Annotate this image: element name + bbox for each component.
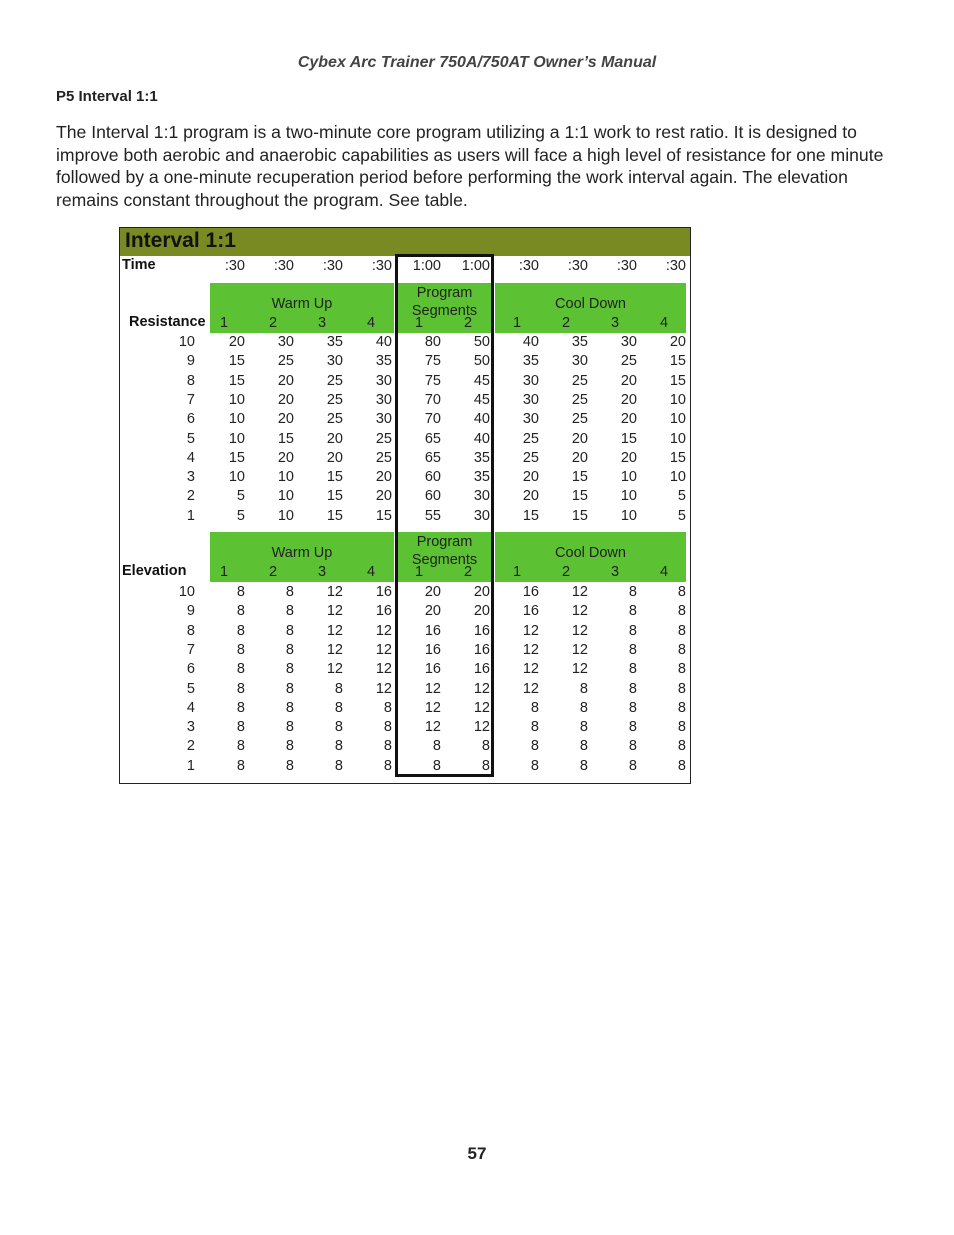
elevation-value: 12 xyxy=(571,641,588,658)
elevation-value: 8 xyxy=(530,757,539,774)
elevation-value: 8 xyxy=(628,584,637,600)
resistance-value: 30 xyxy=(571,353,588,370)
segment-number: 1 xyxy=(415,564,424,580)
segment-number: 3 xyxy=(318,315,327,331)
time-cell: :30 xyxy=(273,258,294,274)
resistance-value: 30 xyxy=(277,334,294,350)
time-cell: :30 xyxy=(567,258,588,274)
resistance-value: 15 xyxy=(228,372,245,389)
resistance-value: 25 xyxy=(522,449,539,466)
warmup-label: Warm Up xyxy=(271,296,333,312)
elevation-value: 8 xyxy=(236,719,245,736)
resistance-value: 30 xyxy=(522,391,539,408)
resistance-value: 30 xyxy=(522,411,539,428)
resistance-value: 5 xyxy=(236,488,245,505)
elevation-level: 8 xyxy=(186,622,195,639)
resistance-value: 15 xyxy=(326,469,343,486)
resistance-value: 20 xyxy=(522,469,539,486)
resistance-value: 20 xyxy=(620,449,637,466)
resistance-value: 25 xyxy=(326,372,343,389)
resistance-value: 70 xyxy=(424,411,441,428)
segment-number: 4 xyxy=(660,564,669,580)
elevation-value: 16 xyxy=(424,641,441,658)
elevation-value: 12 xyxy=(473,699,490,716)
resistance-value: 30 xyxy=(375,391,392,408)
elevation-value: 8 xyxy=(579,680,588,697)
time-cell: :30 xyxy=(616,258,637,274)
resistance-value: 40 xyxy=(522,334,539,350)
interval-table xyxy=(119,227,691,784)
elevation-level: 3 xyxy=(186,719,195,736)
elevation-value: 8 xyxy=(628,661,637,678)
resistance-value: 10 xyxy=(228,469,245,486)
elevation-value: 8 xyxy=(628,699,637,716)
elevation-value: 8 xyxy=(530,738,539,755)
elevation-value: 16 xyxy=(473,661,490,678)
segment-number: 4 xyxy=(367,564,376,580)
elevation-value: 8 xyxy=(236,641,245,658)
elevation-value: 16 xyxy=(522,603,539,620)
elevation-value: 16 xyxy=(424,661,441,678)
elevation-value: 8 xyxy=(236,622,245,639)
resistance-value: 25 xyxy=(326,411,343,428)
resistance-value: 10 xyxy=(277,469,294,486)
elevation-level: 6 xyxy=(186,661,195,678)
elevation-value: 12 xyxy=(375,641,392,658)
elevation-value: 20 xyxy=(473,603,490,620)
elevation-value: 12 xyxy=(571,584,588,600)
resistance-level: 1 xyxy=(186,507,195,524)
elevation-value: 12 xyxy=(326,603,343,620)
elevation-level: 10 xyxy=(178,584,195,600)
elevation-value: 8 xyxy=(628,738,637,755)
resistance-value: 25 xyxy=(326,391,343,408)
resistance-value: 5 xyxy=(677,488,686,505)
elevation-value: 12 xyxy=(571,622,588,639)
resistance-value: 5 xyxy=(677,507,686,524)
time-cell: :30 xyxy=(371,258,392,274)
resistance-value: 15 xyxy=(522,507,539,524)
elevation-value: 8 xyxy=(236,738,245,755)
resistance-value: 25 xyxy=(375,430,392,447)
resistance-value: 10 xyxy=(669,469,686,486)
segment-number: 3 xyxy=(611,315,620,331)
resistance-value: 15 xyxy=(669,353,686,370)
elevation-value: 12 xyxy=(473,719,490,736)
elevation-value: 12 xyxy=(473,680,490,697)
resistance-value: 20 xyxy=(375,488,392,505)
page-number: 57 xyxy=(467,1144,487,1163)
elevation-value: 8 xyxy=(285,719,294,736)
resistance-value: 45 xyxy=(473,391,490,408)
elevation-value: 12 xyxy=(326,584,343,600)
elevation-value: 8 xyxy=(677,603,686,620)
elevation-value: 8 xyxy=(579,757,588,774)
resistance-value: 35 xyxy=(326,334,343,350)
resistance-value: 20 xyxy=(620,372,637,389)
elevation-value: 8 xyxy=(481,738,490,755)
elevation-value: 8 xyxy=(383,719,392,736)
resistance-value: 35 xyxy=(473,469,490,486)
time-cell: 1:00 xyxy=(461,258,490,274)
elevation-value: 8 xyxy=(677,661,686,678)
elevation-value: 8 xyxy=(334,699,343,716)
resistance-value: 40 xyxy=(473,411,490,428)
resistance-value: 25 xyxy=(571,391,588,408)
resistance-value: 25 xyxy=(375,449,392,466)
elevation-value: 8 xyxy=(677,757,686,774)
resistance-value: 35 xyxy=(522,353,539,370)
resistance-value: 20 xyxy=(277,449,294,466)
resistance-value: 25 xyxy=(620,353,637,370)
resistance-level: 6 xyxy=(186,411,195,428)
elevation-value: 8 xyxy=(285,680,294,697)
elevation-value: 12 xyxy=(522,622,539,639)
resistance-level: 3 xyxy=(186,469,195,486)
elevation-value: 8 xyxy=(677,699,686,716)
resistance-value: 10 xyxy=(277,507,294,524)
elevation-value: 8 xyxy=(285,757,294,774)
segment-number: 2 xyxy=(562,564,571,580)
resistance-value: 15 xyxy=(228,353,245,370)
segment-number: 1 xyxy=(415,315,424,331)
elevation-value: 12 xyxy=(424,719,441,736)
cooldown-label: Cool Down xyxy=(555,545,626,561)
elevation-value: 8 xyxy=(334,757,343,774)
description-paragraph: The Interval 1:1 program is a two-minute core program utilizing a 1:1 work to rest ratio. It is designed to improve both aerobic and anaerobic capabilities as users will face a high level of resistance for one minute followed by a one-minute recuperation period before performing the work interval again. The elevation remains constant throughout the program. See table. xyxy=(56,122,884,210)
resistance-label: Resistance xyxy=(129,314,206,330)
resistance-value: 75 xyxy=(424,353,441,370)
resistance-value: 10 xyxy=(669,411,686,428)
elevation-value: 8 xyxy=(530,699,539,716)
elevation-value: 8 xyxy=(677,719,686,736)
resistance-value: 15 xyxy=(669,449,686,466)
resistance-value: 45 xyxy=(473,372,490,389)
resistance-value: 60 xyxy=(424,488,441,505)
elevation-value: 8 xyxy=(628,622,637,639)
table-title: Interval 1:1 xyxy=(125,229,236,252)
elevation-value: 8 xyxy=(334,680,343,697)
elevation-value: 16 xyxy=(473,641,490,658)
elevation-value: 12 xyxy=(375,661,392,678)
segment-number: 3 xyxy=(318,564,327,580)
elevation-value: 8 xyxy=(383,699,392,716)
resistance-value: 25 xyxy=(571,411,588,428)
resistance-value: 50 xyxy=(473,334,490,350)
resistance-level: 7 xyxy=(186,391,195,408)
resistance-value: 15 xyxy=(571,488,588,505)
resistance-value: 30 xyxy=(375,411,392,428)
elevation-value: 12 xyxy=(522,641,539,658)
elevation-value: 16 xyxy=(375,603,392,620)
elevation-value: 20 xyxy=(473,584,490,600)
elevation-value: 8 xyxy=(677,680,686,697)
elevation-label: Elevation xyxy=(122,563,187,579)
elevation-value: 8 xyxy=(677,738,686,755)
resistance-value: 20 xyxy=(277,391,294,408)
elevation-value: 8 xyxy=(285,603,294,620)
elevation-value: 8 xyxy=(285,661,294,678)
segment-number: 1 xyxy=(220,564,229,580)
resistance-value: 65 xyxy=(424,430,441,447)
resistance-value: 5 xyxy=(236,507,245,524)
resistance-value: 10 xyxy=(669,430,686,447)
time-cell: :30 xyxy=(224,258,245,274)
elevation-level: 4 xyxy=(186,699,195,716)
resistance-value: 15 xyxy=(228,449,245,466)
resistance-value: 20 xyxy=(620,411,637,428)
elevation-level: 7 xyxy=(186,641,195,658)
elevation-value: 8 xyxy=(285,699,294,716)
resistance-value: 15 xyxy=(326,488,343,505)
elevation-value: 8 xyxy=(236,661,245,678)
elevation-value: 8 xyxy=(677,622,686,639)
resistance-value: 10 xyxy=(228,430,245,447)
segment-number: 3 xyxy=(611,564,620,580)
warmup-label: Warm Up xyxy=(271,545,333,561)
resistance-value: 20 xyxy=(277,411,294,428)
elevation-value: 16 xyxy=(375,584,392,600)
elevation-value: 12 xyxy=(571,661,588,678)
segment-number: 1 xyxy=(513,315,522,331)
elevation-value: 12 xyxy=(326,622,343,639)
program-segments-label: Program Segments xyxy=(411,534,478,568)
elevation-value: 12 xyxy=(375,622,392,639)
elevation-value: 8 xyxy=(236,584,245,600)
elevation-value: 8 xyxy=(628,641,637,658)
segment-number: 2 xyxy=(269,315,278,331)
elevation-value: 8 xyxy=(334,719,343,736)
elevation-value: 8 xyxy=(628,680,637,697)
resistance-value: 50 xyxy=(473,353,490,370)
elevation-value: 12 xyxy=(522,661,539,678)
segment-number: 1 xyxy=(220,315,229,331)
table-title-bar xyxy=(120,228,690,256)
elevation-value: 20 xyxy=(424,603,441,620)
elevation-value: 8 xyxy=(530,719,539,736)
resistance-value: 10 xyxy=(277,488,294,505)
resistance-value: 15 xyxy=(669,372,686,389)
resistance-value: 80 xyxy=(424,334,441,350)
elevation-value: 16 xyxy=(424,622,441,639)
resistance-value: 10 xyxy=(228,391,245,408)
resistance-value: 40 xyxy=(375,334,392,350)
segment-number: 2 xyxy=(562,315,571,331)
elevation-value: 8 xyxy=(481,757,490,774)
elevation-value: 16 xyxy=(522,584,539,600)
resistance-value: 40 xyxy=(473,430,490,447)
resistance-value: 20 xyxy=(228,334,245,350)
cooldown-label: Cool Down xyxy=(555,296,626,312)
elevation-value: 8 xyxy=(628,603,637,620)
elevation-value: 8 xyxy=(628,757,637,774)
elevation-value: 8 xyxy=(383,757,392,774)
resistance-value: 35 xyxy=(375,353,392,370)
elevation-value: 8 xyxy=(236,680,245,697)
elevation-value: 12 xyxy=(375,680,392,697)
elevation-level: 5 xyxy=(186,680,195,697)
elevation-value: 12 xyxy=(326,661,343,678)
resistance-value: 60 xyxy=(424,469,441,486)
resistance-value: 35 xyxy=(473,449,490,466)
resistance-level: 9 xyxy=(186,353,195,370)
elevation-value: 12 xyxy=(424,680,441,697)
resistance-value: 15 xyxy=(571,507,588,524)
elevation-value: 8 xyxy=(285,641,294,658)
resistance-value: 20 xyxy=(277,372,294,389)
elevation-value: 8 xyxy=(285,622,294,639)
resistance-value: 30 xyxy=(473,488,490,505)
elevation-value: 16 xyxy=(473,622,490,639)
time-label: Time xyxy=(122,257,156,273)
resistance-value: 55 xyxy=(424,507,441,524)
resistance-value: 70 xyxy=(424,391,441,408)
section-title: P5 Interval 1:1 xyxy=(56,88,158,105)
resistance-value: 30 xyxy=(375,372,392,389)
elevation-value: 8 xyxy=(432,757,441,774)
segment-number: 2 xyxy=(464,315,473,331)
resistance-value: 15 xyxy=(375,507,392,524)
time-cell: :30 xyxy=(322,258,343,274)
resistance-level: 5 xyxy=(186,430,195,447)
resistance-value: 75 xyxy=(424,372,441,389)
elevation-value: 8 xyxy=(236,699,245,716)
elevation-value: 8 xyxy=(236,603,245,620)
resistance-value: 10 xyxy=(620,488,637,505)
resistance-value: 20 xyxy=(571,430,588,447)
elevation-value: 8 xyxy=(285,738,294,755)
elevation-value: 8 xyxy=(383,738,392,755)
elevation-level: 2 xyxy=(186,738,195,755)
segment-number: 2 xyxy=(269,564,278,580)
segment-number: 4 xyxy=(367,315,376,331)
resistance-value: 10 xyxy=(669,391,686,408)
elevation-value: 8 xyxy=(628,719,637,736)
elevation-value: 8 xyxy=(236,757,245,774)
resistance-value: 15 xyxy=(277,430,294,447)
resistance-value: 25 xyxy=(571,372,588,389)
resistance-value: 15 xyxy=(571,469,588,486)
segment-number: 4 xyxy=(660,315,669,331)
elevation-value: 12 xyxy=(424,699,441,716)
elevation-value: 8 xyxy=(677,584,686,600)
resistance-value: 30 xyxy=(522,372,539,389)
resistance-value: 30 xyxy=(326,353,343,370)
resistance-value: 35 xyxy=(571,334,588,350)
elevation-value: 20 xyxy=(424,584,441,600)
resistance-value: 25 xyxy=(522,430,539,447)
time-cell: 1:00 xyxy=(412,258,441,274)
resistance-value: 20 xyxy=(326,430,343,447)
elevation-value: 12 xyxy=(571,603,588,620)
elevation-value: 8 xyxy=(579,738,588,755)
resistance-level: 8 xyxy=(186,372,195,389)
manual-header: Cybex Arc Trainer 750A/750AT Owner’s Manual xyxy=(297,54,657,71)
elevation-value: 8 xyxy=(579,699,588,716)
elevation-level: 9 xyxy=(186,603,195,620)
elevation-value: 12 xyxy=(326,641,343,658)
resistance-value: 65 xyxy=(424,449,441,466)
elevation-value: 8 xyxy=(432,738,441,755)
program-segments-label: Program Segments xyxy=(411,285,478,319)
resistance-value: 20 xyxy=(326,449,343,466)
resistance-value: 30 xyxy=(473,507,490,524)
elevation-value: 8 xyxy=(285,584,294,600)
elevation-value: 8 xyxy=(334,738,343,755)
resistance-value: 20 xyxy=(620,391,637,408)
elevation-value: 8 xyxy=(677,641,686,658)
elevation-value: 8 xyxy=(579,719,588,736)
segment-number: 2 xyxy=(464,564,473,580)
resistance-value: 10 xyxy=(620,507,637,524)
resistance-value: 10 xyxy=(620,469,637,486)
time-cell: :30 xyxy=(518,258,539,274)
resistance-value: 15 xyxy=(326,507,343,524)
resistance-value: 30 xyxy=(620,334,637,350)
segment-number: 1 xyxy=(513,564,522,580)
program-segments-highlight-box xyxy=(395,254,494,777)
resistance-value: 20 xyxy=(375,469,392,486)
resistance-value: 20 xyxy=(522,488,539,505)
elevation-value: 12 xyxy=(522,680,539,697)
resistance-level: 10 xyxy=(178,334,195,350)
resistance-level: 4 xyxy=(186,449,195,466)
resistance-value: 25 xyxy=(277,353,294,370)
resistance-level: 2 xyxy=(186,488,195,505)
time-cell: :30 xyxy=(665,258,686,274)
resistance-value: 10 xyxy=(228,411,245,428)
elevation-level: 1 xyxy=(186,757,195,774)
resistance-value: 15 xyxy=(620,430,637,447)
resistance-value: 20 xyxy=(571,449,588,466)
resistance-value: 20 xyxy=(669,334,686,350)
